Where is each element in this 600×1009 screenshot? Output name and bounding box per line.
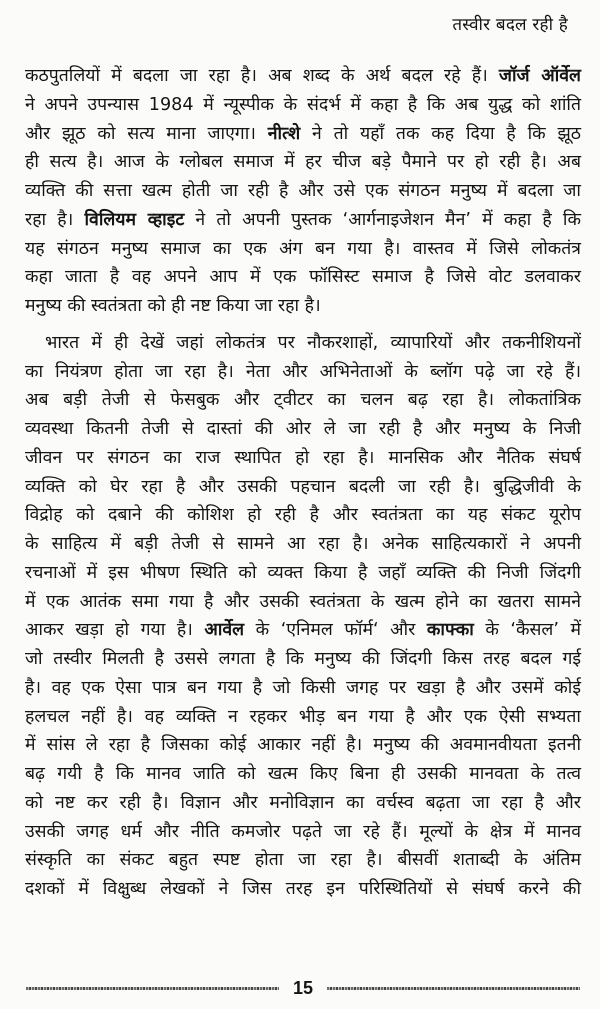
emphasized-name: आर्वेल: [204, 620, 245, 641]
text-run: दशकों में विक्षुब्ध लेखकों ने जिस तरह इन परिस्थितियों से संघर्ष करने की: [25, 879, 581, 899]
text-line: [25, 559, 581, 588]
text-line: [25, 703, 581, 732]
footer-rule-left: [26, 987, 279, 990]
text-run: जो तस्वीर मिलती है उससे लगता है कि मनुष्य की जिंदगी किस तरह बदल गई: [25, 649, 581, 669]
text-run: में एक आतंक समा गया है और उसकी स्वतंत्रता के खत्म होने का खतरा सामने: [25, 591, 581, 612]
text-line: [25, 444, 581, 473]
text-run: और झूठ को सत्य माना जाएगा।: [25, 123, 268, 144]
text-run: बढ़ गयी है कि मानव जाति को खत्म किए बिना ही उसकी मानवता के तत्व: [25, 764, 581, 784]
text-run: कठपुतलियों में बदला जा रहा है। अब शब्द के अर्थ बदल रहे हैं।: [25, 66, 499, 86]
text-line: [25, 846, 581, 875]
text-run: है। वह एक ऐसा पात्र बन गया है जो किसी जगह पर खड़ा है और उसमें कोई: [25, 677, 581, 698]
text-run: के ‘एनिमल फॉर्म‘ और: [244, 620, 427, 641]
text-run: जीवन पर संगठन का राज स्थापित हो रहा है। मानसिक और नैतिक संघर्ष: [25, 447, 581, 468]
text-line: [25, 616, 581, 645]
text-run: ने तो यहाँ तक कह दिया है कि झूठ: [300, 123, 581, 144]
text-run: भारत में ही देखें जहां लोकतंत्र पर नौकरशाहों, व्यापारियों और तकनीशियनों: [45, 332, 581, 353]
text-run: रचनाओं में इस भीषण स्थिति को व्यक्त किया है जहाँ व्यक्ति की निजी जिंदगी: [25, 562, 581, 583]
emphasized-name: काफ्का: [426, 620, 474, 641]
page-number: 15: [292, 977, 314, 998]
text-line: [25, 674, 581, 703]
text-run: को नष्ट कर रही है। विज्ञान और मनोविज्ञान का वर्चस्व बढ़ता जा रहा है और: [25, 792, 581, 813]
text-run: व्यवस्था कितनी तेजी से दास्तां की ओर ले जा रही है और मनुष्य के निजी: [25, 419, 581, 439]
emphasized-name: जॉर्ज ऑर्वेल: [498, 66, 581, 86]
text-run: हलचल नहीं है। वह व्यक्ति न रहकर भीड़ बन गया है और एक ऐसी सभ्यता: [25, 706, 581, 727]
text-line: [25, 263, 581, 292]
text-run: रहा है।: [25, 209, 85, 230]
text-line: [25, 386, 581, 415]
text-line: [25, 292, 581, 321]
text-run: ने अपने उपन्यास 1984 में न्यूस्पीक के संदर्भ में कहा है कि अब युद्ध को शांति: [25, 94, 581, 115]
text-run: विद्रोह को दबाने की कोशिश हो रही है और स्वतंत्रता का यह संकट यूरोप: [25, 505, 581, 526]
paragraph: [25, 329, 581, 904]
text-run: आकर खड़ा हो गया है।: [25, 620, 205, 641]
text-line: [25, 91, 581, 120]
text-run: यह संगठन मनुष्य समाज का एक अंग बन गया है। वास्तव में जिसे लोकतंत्र: [25, 238, 581, 259]
text-line: [25, 645, 581, 674]
text-line: [25, 530, 581, 559]
text-line: [25, 177, 581, 206]
text-line: [25, 358, 581, 387]
text-run: उसकी जगह धर्म और नीति कमजोर पढ़ते जा रहे हैं। मूल्यों के क्षेत्र में मानव: [25, 821, 581, 842]
body-text: [25, 62, 581, 904]
text-line: [25, 731, 581, 760]
emphasized-name: नीत्शे: [267, 123, 301, 144]
emphasized-name: विलियम व्हाइट: [84, 209, 185, 230]
footer-rule-right: [327, 987, 580, 990]
text-run: के साहित्य में बड़ी तेजी से सामने आ रहा है। अनेक साहित्यकारों ने अपनी: [25, 534, 581, 554]
text-line: [25, 148, 581, 177]
text-line: [25, 206, 581, 235]
text-line: [25, 120, 581, 149]
text-run: के ‘कैसल’ में: [473, 620, 582, 641]
page-footer: [26, 977, 580, 999]
text-run: में सांस ले रहा है जिसका कोई आकार नहीं है। मनुष्य की अवमानवीयता इतनी: [25, 735, 581, 756]
text-run: मनुष्य की स्वतंत्रता को ही नष्ट किया जा रहा है।: [25, 296, 321, 316]
paragraph-gap: [25, 321, 581, 329]
text-line: [25, 329, 581, 358]
running-head: तस्वीर बदल रही है: [452, 15, 568, 35]
text-line: [25, 235, 581, 264]
text-line: [25, 818, 581, 847]
text-line: [25, 789, 581, 818]
text-run: कहा जाता है वह अपने आप में एक फॉसिस्ट समाज है जिसे वोट डलवाकर: [25, 267, 581, 288]
text-line: [25, 875, 581, 904]
text-run: अब बड़ी तेजी से फेसबुक और ट्वीटर का चलन बढ़ रहा है। लोकतांत्रिक: [25, 390, 581, 411]
text-run: व्यक्ति की सत्ता खत्म होती जा रही है और उसे एक संगठन मनुष्य में बदला जा: [25, 181, 581, 201]
text-run: ने तो अपनी पुस्तक ‘आर्गनाइजेशन मैन’ में कहा है कि: [184, 209, 582, 230]
text-line: [25, 501, 581, 530]
text-run: ही सत्य है। आज के ग्लोबल समाज में हर चीज बड़े पैमाने पर हो रही है। अब: [25, 152, 581, 173]
text-run: व्यक्ति को घेर रहा है और उसकी पहचान बदली जा रही है। बुद्धिजीवी के: [25, 476, 581, 497]
text-line: [25, 760, 581, 789]
text-line: [25, 415, 581, 444]
paragraph: [25, 62, 581, 321]
text-line: [25, 62, 581, 91]
text-line: [25, 473, 581, 502]
text-line: [25, 588, 581, 617]
text-run: संस्कृति का संकट बहुत स्पष्ट होता जा रहा है। बीसवीं शताब्दी के अंतिम: [25, 850, 581, 871]
text-run: का नियंत्रण होता जा रहा है। नेता और अभिनेताओं के ब्लॉग पढ़े जा रहे हैं।: [25, 361, 581, 382]
